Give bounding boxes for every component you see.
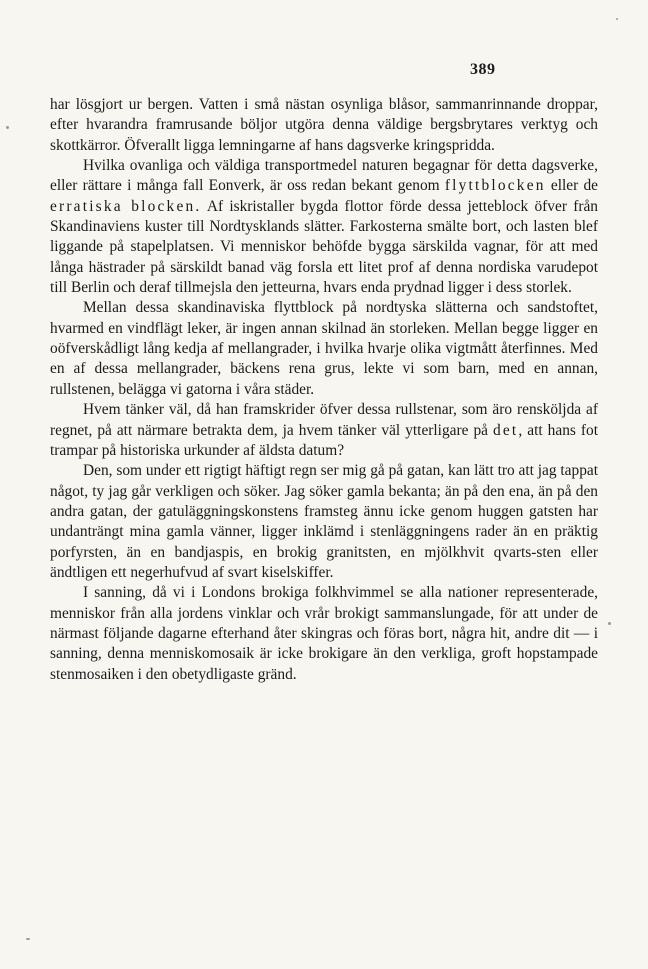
spaced-emphasis-text: det xyxy=(493,421,519,439)
paragraph-text: I sanning, då vi i Londons brokiga folkhvimmel se alla nationer representerade, menniskor från alla jordens vinklar och vrår brokigt sammanslungade, för att under de närmast följande dagarne efterhand åter skingras och föras bort, några hit, andre dit — i sanning, denna menniskomosaik är icke brokigare än den verkliga, groft hopstampade stenmosaiken i den obetydligaste gränd. xyxy=(50,584,598,683)
paragraph-text: Den, som under ett rigtigt häftigt regn ser mig gå på gatan, kan lätt tro att jag tappat något, ty jag går verkligen och söker. Jag söker gamla bekanta; än på den ena, än på den andra gatan, der gatuläggningskonstens framsteg ännu icke genom huggen gatsten har undanträngt mina gamla vänner, ligger inklämd i stenläggningens rader än en präktig porfyrsten, än en bandjaspis, en brokig granitsten, en mjölkhvit qvarts-sten eller ändtligen ett negerhufvud af svart kiselskiffer. xyxy=(50,462,599,581)
paragraph-text: Af iskristaller bygda flottor förde dessa jetteblock öfver från Skandinaviens kuster till Nordtysklands slätter. Farkosterna smälte bort, och lasten blef liggande på stapelplatsen. Vi menniskor behöfde bygga särskilda vagnar, för att med långa hästrader på särskildt banad väg forsla ett litet prof af denna nordiska varudepot till Berlin och deraf tillmejsla den jetteurna, hvars enda prydnad ligger i dess storlek. xyxy=(50,197,598,297)
paragraph-text: eller de xyxy=(545,177,598,195)
paragraph-text: , att hans fot trampar på historiska urkunder af äldsta datum? xyxy=(50,421,598,459)
paragraph xyxy=(50,583,598,685)
scan-speck xyxy=(616,18,618,20)
body-text xyxy=(50,95,598,685)
scan-speck xyxy=(608,622,611,625)
paragraph xyxy=(50,400,598,461)
paragraph xyxy=(50,461,598,583)
paragraph-text: har lösgjort ur bergen. Vatten i små nästan osynliga blåsor, sammanrinnande droppar, efter hvarandra framrusande böljor utgöra denna väldige bergsbrytares verktyg och skottkärror. Öfverallt ligga lemningarne af hans dagsverke kringspridda. xyxy=(50,96,598,154)
scan-speck xyxy=(6,126,9,129)
paragraph xyxy=(50,156,598,298)
spaced-emphasis-text: flyttblocken xyxy=(444,177,546,195)
page-number: 389 xyxy=(470,61,496,78)
scan-speck xyxy=(26,938,30,940)
paragraph xyxy=(50,298,598,400)
paragraph-text: Mellan dessa skandinaviska flyttblock på nordtyska slätterna och sandstoftet, hvarmed en vindflägt leker, är ingen annan skilnad än storleken. Mellan begge ligger en oöfverskådligt lång kedja af mellangrader, i hvilka hvarje olika vigtmått återfinnes. Med en af dessa mellangrader, bäckens rena grus, lekte vi som barn, med en annan, rullstenen, belägga vi gatorna i våra städer. xyxy=(50,299,598,398)
paragraph xyxy=(50,95,598,156)
spaced-emphasis-text: erratiska blocken. xyxy=(50,197,202,215)
paragraph-text: Hvem tänker väl, då han framskrider öfver dessa rullstenar, som äro rensköljda af regnet, på att närmare betrakta dem, ja hvem tänker väl ytterligare på xyxy=(50,401,598,439)
paragraph-text: Hvilka ovanliga och väldiga transportmedel naturen begagnar för detta dagsverke, eller rättare i många fall Eonverk, är oss redan bekant genom xyxy=(50,157,598,195)
